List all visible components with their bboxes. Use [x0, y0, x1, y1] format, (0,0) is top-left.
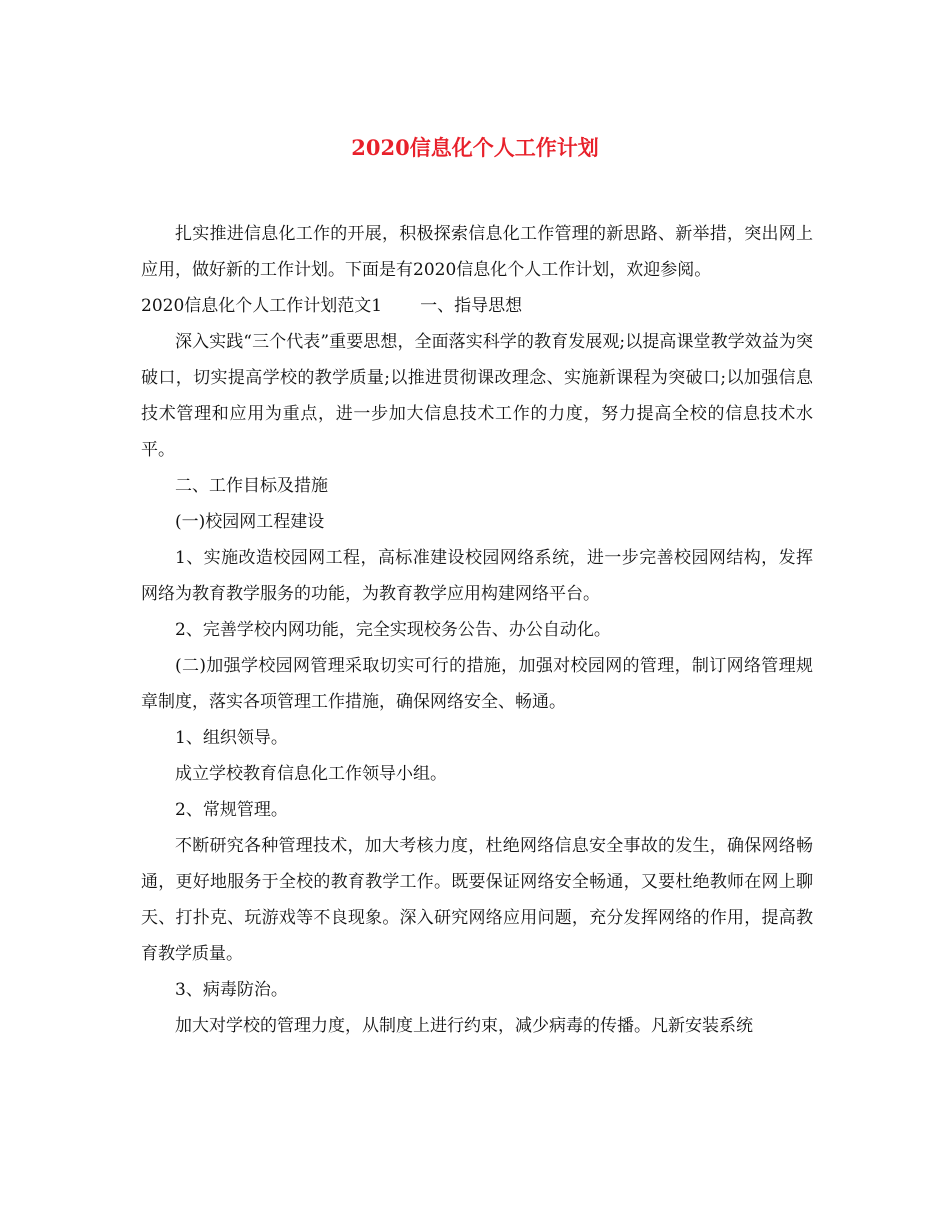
- item-2-paragraph: 2、完善学校内网功能，完全实现校务公告、办公自动化。: [175, 620, 611, 640]
- routine-management-heading: 2、常规管理。: [175, 800, 288, 820]
- virus-prevention-paragraph: 加大对学校的管理力度，从制度上进行约束，减少病毒的传播。凡新安装系统: [175, 1016, 753, 1036]
- sample-heading: 2020信息化个人工作计划范文1: [141, 296, 383, 316]
- document-body: [141, 216, 813, 1044]
- organization-heading: 1、组织领导。: [175, 728, 288, 748]
- item-1-paragraph: 1、实施改造校园网工程，高标准建设校园网络系统，进一步完善校园网结构，发挥网络为教育教学服务的功能，为教育教学应用构建网络平台。: [141, 548, 813, 604]
- guiding-ideology-heading: 一、指导思想: [420, 296, 523, 316]
- intro-paragraph: 扎实推进信息化工作的开展，积极探索信息化工作管理的新思路、新举措，突出网上应用，做好新的工作计划。下面是有2020信息化个人工作计划，欢迎参阅。: [141, 224, 813, 280]
- campus-network-heading: (一)校园网工程建设: [175, 512, 325, 532]
- document-title: 2020信息化个人工作计划: [351, 135, 599, 160]
- virus-prevention-heading: 3、病毒防治。: [175, 980, 288, 1000]
- goals-heading: 二、工作目标及措施: [175, 476, 328, 496]
- organization-paragraph: 成立学校教育信息化工作领导小组。: [175, 764, 447, 784]
- network-management-paragraph: (二)加强学校园网管理采取切实可行的措施，加强对校园网的管理，制订网络管理规章制度，落实各项管理工作措施，确保网络安全、畅通。: [141, 656, 813, 712]
- routine-management-paragraph: 不断研究各种管理技术，加大考核力度，杜绝网络信息安全事故的发生，确保网络畅通，更好地服务于全校的教育教学工作。既要保证网络安全畅通，又要杜绝教师在网上聊天、打扑克、玩游戏等不良现象。深入研究网络应用问题，充分发挥网络的作用，提高教育教学质量。: [141, 836, 813, 964]
- guiding-ideology-paragraph: 深入实践“三个代表”重要思想，全面落实科学的教育发展观;以提高课堂教学效益为突破口，切实提高学校的教学质量;以推进贯彻课改理念、实施新课程为突破口;以加强信息技术管理和应用为重点，进一步加大信息技术工作的力度，努力提高全校的信息技术水平。: [141, 332, 813, 460]
- section-heading-line: [141, 288, 813, 324]
